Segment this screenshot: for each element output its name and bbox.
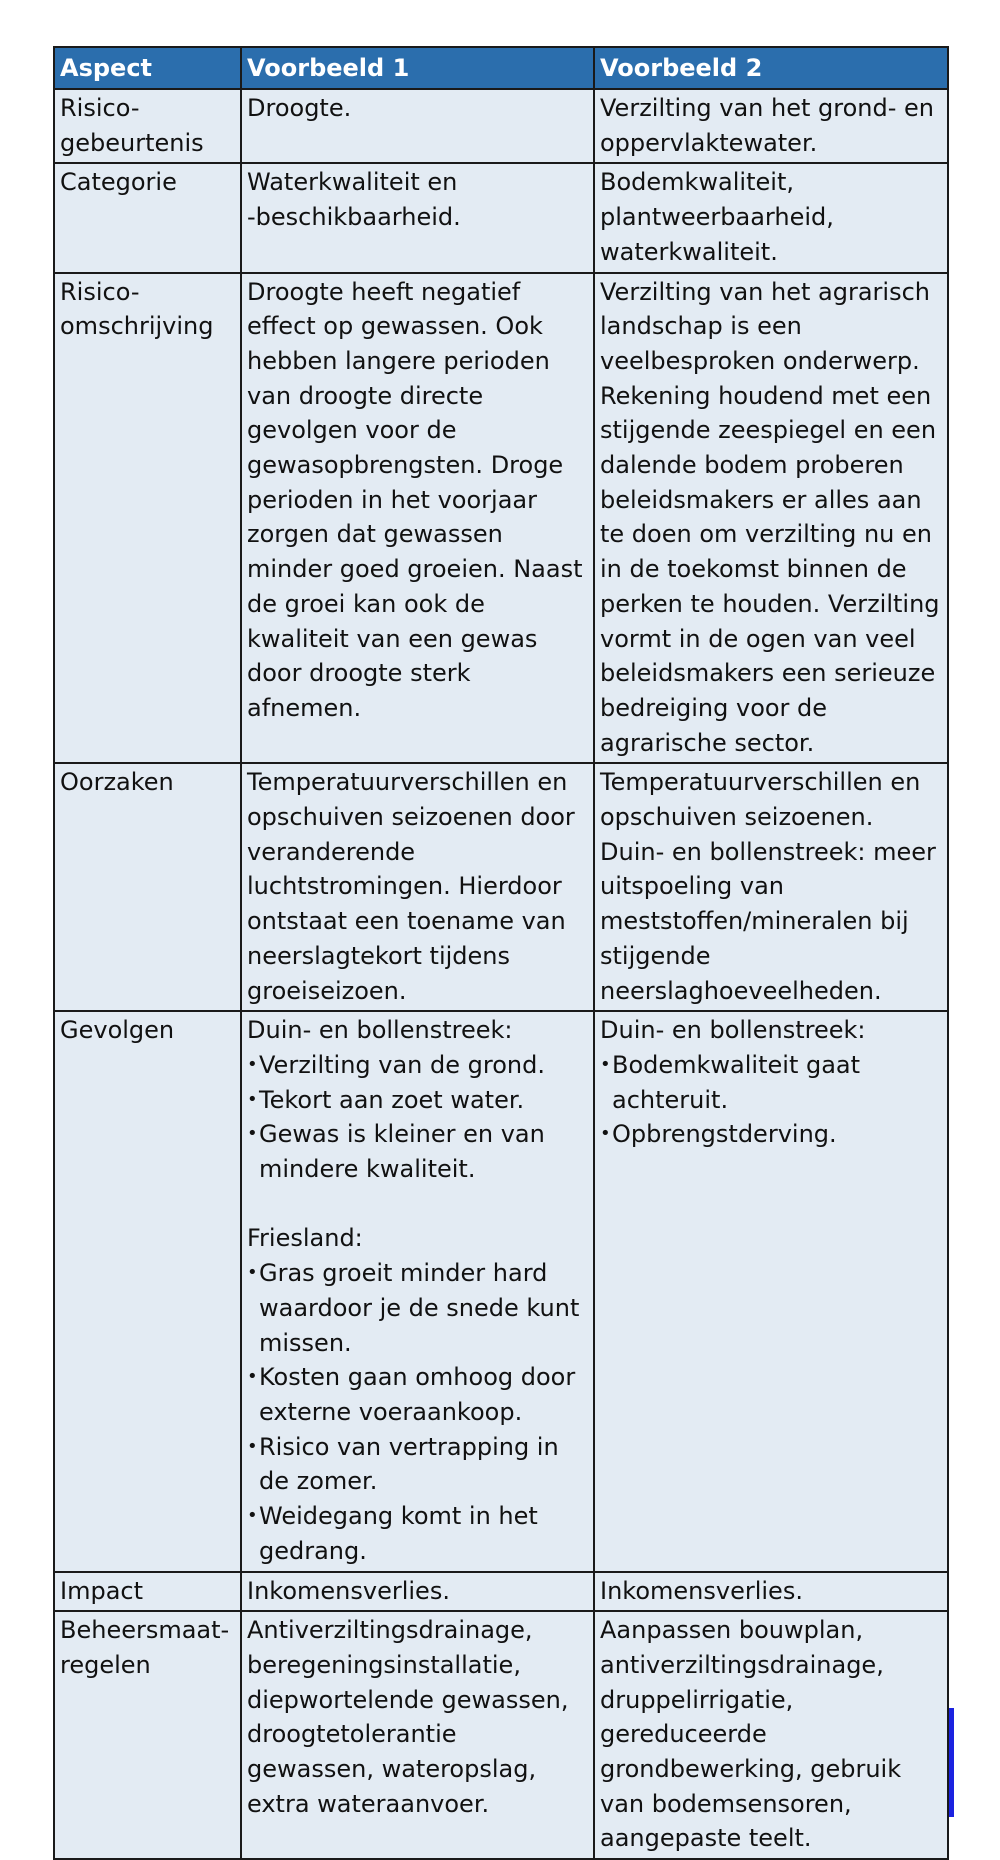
list-item: • Verzilting van de grond. xyxy=(247,1048,589,1083)
voorbeeld-1-cell: Inkomensverlies. xyxy=(241,1572,594,1612)
table-row-gevolgen xyxy=(54,1011,948,1571)
row-label: Impact xyxy=(54,1572,241,1612)
voorbeeld-1-cell: Droogte. xyxy=(241,89,594,163)
list-item: • Gewas is kleiner en van mindere kwaliteit. xyxy=(247,1117,589,1186)
voorbeeld-2-cell xyxy=(594,1011,948,1571)
row-label: Categorie xyxy=(54,163,241,272)
list-item: • Gras groeit minder hard waardoor je de snede kunt missen. xyxy=(247,1256,589,1360)
voorbeeld-2-cell: Inkomensverlies. xyxy=(594,1572,948,1612)
row-label: Oorzaken xyxy=(54,763,241,1011)
group-label: Friesland: xyxy=(247,1224,363,1253)
list-item: • Kosten gaan omhoog door externe voeraankoop. xyxy=(247,1360,589,1429)
bullet-list xyxy=(247,1048,589,1187)
bullet-list xyxy=(247,1256,589,1568)
row-label: Gevolgen xyxy=(54,1011,241,1571)
list-item: • Tekort aan zoet water. xyxy=(247,1083,589,1118)
voorbeeld-2-cell: Temperatuurverschillen en opschuiven seizoenen. Duin- en bollenstreek: meer uitspoeling van meststoffen/mineralen bij stijgende neerslaghoeveelheden. xyxy=(594,763,948,1011)
group-label: Duin- en bollenstreek: xyxy=(600,1016,866,1045)
list-item: • Opbrengstderving. xyxy=(600,1117,943,1152)
voorbeeld-1-cell: Temperatuurverschillen en opschuiven seizoenen door veranderende luchtstromingen. Hierdoor ontstaat een toename van neerslagtekort tijdens groeiseizoen. xyxy=(241,763,594,1011)
row-label: Beheersmaat- regelen xyxy=(54,1611,241,1859)
voorbeeld-1-cell: Waterkwaliteit en -beschikbaarheid. xyxy=(241,163,594,272)
table-row-oorzaken xyxy=(54,763,948,1011)
bullet-list xyxy=(600,1048,943,1152)
table-row-risicogebeurtenis xyxy=(54,89,948,163)
table-row-categorie xyxy=(54,163,948,272)
list-item: • Risico van vertrapping in de zomer. xyxy=(247,1430,589,1499)
row-label: Risico- omschrijving xyxy=(54,273,241,764)
risk-table xyxy=(53,46,949,1860)
voorbeeld-1-cell: Droogte heeft negatief effect op gewassen. Ook hebben langere perioden van droogte directe gevolgen voor de gewasopbrengsten. Droge perioden in het voorjaar zorgen dat gewassen minder goed groeien. Naast de groei kan ook de kwaliteit van een gewas door droogte sterk afnemen. xyxy=(241,273,594,764)
list-item: • Weidegang komt in het gedrang. xyxy=(247,1499,589,1568)
list-item: • Bodemkwaliteit gaat achteruit. xyxy=(600,1048,943,1117)
row-label: Risico- gebeurtenis xyxy=(54,89,241,163)
voorbeeld-2-cell: Aanpassen bouwplan, antiverziltingsdrainage, druppelirrigatie, gereduceerde grondbewerking, gebruik van bodemsensoren, aangepaste teelt. xyxy=(594,1611,948,1859)
voorbeeld-2-cell: Bodemkwaliteit, plantweerbaarheid, waterkwaliteit. xyxy=(594,163,948,272)
table-row-risico-omschrijving xyxy=(54,273,948,764)
table-row-impact xyxy=(54,1572,948,1612)
spacer xyxy=(247,1187,589,1222)
header-aspect: Aspect xyxy=(54,47,241,89)
header-voorbeeld-2: Voorbeeld 2 xyxy=(594,47,948,89)
voorbeeld-1-cell xyxy=(241,1011,594,1571)
voorbeeld-1-cell: Antiverziltingsdrainage, beregeningsinstallatie, diepwortelende gewassen, droogtetolerantie gewassen, wateropslag, extra wateraanvoer. xyxy=(241,1611,594,1859)
table-header-row xyxy=(54,47,948,89)
header-voorbeeld-1: Voorbeeld 1 xyxy=(241,47,594,89)
group-label: Duin- en bollenstreek: xyxy=(247,1016,513,1045)
voorbeeld-2-cell: Verzilting van het agrarisch landschap is een veelbesproken onderwerp. Rekening houdend met een stijgende zeespiegel en een dalende bodem proberen beleidsmakers er alles aan te doen om verzilting nu en in de toekomst binnen de perken te houden. Verzilting vormt in de ogen van veel beleidsmakers een serieuze bedreiging voor de agrarische sector. xyxy=(594,273,948,764)
table-row-beheersmaatregelen xyxy=(54,1611,948,1859)
voorbeeld-2-cell: Verzilting van het grond- en oppervlaktewater. xyxy=(594,89,948,163)
